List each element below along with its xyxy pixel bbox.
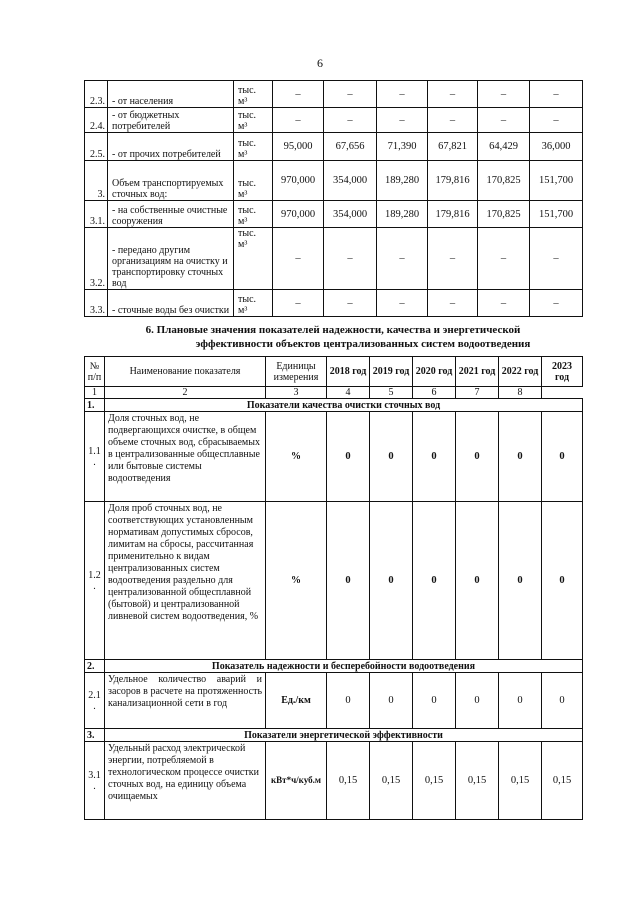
row-value: – (377, 290, 428, 317)
unit-line2: м³ (238, 121, 248, 132)
row-value: – (530, 108, 583, 133)
row-value: 354,000 (324, 201, 377, 228)
row-value: – (478, 290, 530, 317)
row-unit: % (266, 412, 327, 502)
row-value: 0 (456, 673, 499, 729)
row-unit: Ед./км (266, 673, 327, 729)
row-unit: % (266, 502, 327, 660)
table-row (85, 290, 583, 317)
row-value: 179,816 (428, 201, 478, 228)
row-value: 0 (542, 412, 583, 502)
table2-header-row (85, 357, 583, 387)
row-value: – (428, 81, 478, 108)
row-name: - от прочих потребителей (108, 133, 234, 161)
section-title: Показатели качества очистки сточных вод (105, 399, 583, 412)
row-value: – (324, 81, 377, 108)
row-value: – (273, 228, 324, 290)
row-num: 3.1. (85, 201, 108, 228)
row-value: – (428, 228, 478, 290)
row-unit (234, 108, 273, 133)
row-unit (234, 290, 273, 317)
unit-line1: тыс. (238, 178, 257, 189)
row-name: - на собственные очистные сооружения (108, 201, 234, 228)
row-value: 0 (370, 673, 413, 729)
section-6-title-line1: 6. Плановые значения показателей надежности, качества и энергетической (145, 324, 521, 336)
unit-line2: м³ (238, 189, 248, 200)
row-value: 0,15 (542, 742, 583, 820)
row-value: 970,000 (273, 201, 324, 228)
indicators-table (84, 356, 583, 820)
row-value: 151,700 (530, 161, 583, 201)
index-cell: 1 (85, 387, 105, 399)
row-value: 0 (370, 412, 413, 502)
row-value: – (530, 81, 583, 108)
unit-line1: тыс. (238, 138, 257, 149)
row-num: 1.1 . (85, 412, 105, 502)
unit-line2: м³ (238, 239, 248, 250)
row-unit (234, 133, 273, 161)
row-value: 0,15 (499, 742, 542, 820)
row-num: 3.2. (85, 228, 108, 290)
header-year: 2020 год (413, 357, 456, 387)
section-title: Показатели энергетической эффективности (105, 729, 583, 742)
table-row (85, 673, 583, 729)
row-value: 36,000 (530, 133, 583, 161)
header-year: 2018 год (327, 357, 370, 387)
row-value: 354,000 (324, 161, 377, 201)
table-row (85, 201, 583, 228)
row-value: 170,825 (478, 161, 530, 201)
table2-index-row (85, 387, 583, 399)
table-row (85, 133, 583, 161)
row-name: Доля сточных вод, не подвергающихся очистке, в общем объеме сточных вод, сбрасываемых в централизованные общесплавные или бытовые системы водоотведения (105, 412, 266, 502)
section-num: 1. (85, 399, 105, 412)
row-value: 64,429 (478, 133, 530, 161)
header-year: 2021 год (456, 357, 499, 387)
row-value: 0 (413, 502, 456, 660)
row-num: 2.1 . (85, 673, 105, 729)
unit-line1: тыс. (238, 228, 257, 239)
row-unit (234, 201, 273, 228)
row-value: – (324, 290, 377, 317)
row-value: – (377, 108, 428, 133)
row-name: - сточные воды без очистки (108, 290, 234, 317)
row-value: 0 (327, 502, 370, 660)
row-value: 170,825 (478, 201, 530, 228)
row-name: Удельное количество аварий и засоров в расчете на протяженность канализационной сети в год (105, 673, 266, 729)
row-unit (234, 161, 273, 201)
section-row (85, 660, 583, 673)
row-num: 2.4. (85, 108, 108, 133)
row-num: 2.5. (85, 133, 108, 161)
table-row (85, 108, 583, 133)
table-row (85, 412, 583, 502)
row-value: 0 (542, 502, 583, 660)
header-num: № п/п (85, 357, 105, 387)
row-unit: кВт*ч/куб.м (266, 742, 327, 820)
row-value: 67,656 (324, 133, 377, 161)
unit-line1: тыс. (238, 110, 257, 121)
row-num: 3.3. (85, 290, 108, 317)
row-num: 3. (85, 161, 108, 201)
index-cell: 5 (370, 387, 413, 399)
row-unit (234, 81, 273, 108)
row-value: 71,390 (377, 133, 428, 161)
section-num: 3. (85, 729, 105, 742)
row-value: 189,280 (377, 161, 428, 201)
table-row (85, 742, 583, 820)
row-value: – (530, 290, 583, 317)
row-value: 95,000 (273, 133, 324, 161)
row-value: 0 (413, 412, 456, 502)
section-row (85, 729, 583, 742)
row-value: 0 (413, 673, 456, 729)
row-value: – (273, 290, 324, 317)
row-value: 179,816 (428, 161, 478, 201)
unit-line2: м³ (238, 149, 248, 160)
row-num: 3.1 . (85, 742, 105, 820)
header-year: 2019 год (370, 357, 413, 387)
row-value: – (478, 108, 530, 133)
row-value: – (428, 290, 478, 317)
row-value: – (273, 81, 324, 108)
row-value: 189,280 (377, 201, 428, 228)
row-value: – (324, 228, 377, 290)
row-num: 2.3. (85, 81, 108, 108)
header-unit: Единицы измерения (266, 357, 327, 387)
row-value: – (530, 228, 583, 290)
row-value: 0,15 (456, 742, 499, 820)
row-name: - передано другим организациям на очистку и транспортировку сточных вод (108, 228, 234, 290)
table-row (85, 161, 583, 201)
unit-line2: м³ (238, 96, 248, 107)
row-value: 0 (370, 502, 413, 660)
row-value: 0 (456, 412, 499, 502)
index-cell: 3 (266, 387, 327, 399)
index-cell: 8 (499, 387, 542, 399)
index-cell: 2 (105, 387, 266, 399)
row-value: 151,700 (530, 201, 583, 228)
unit-line1: тыс. (238, 85, 257, 96)
section-title: Показатель надежности и бесперебойности водоотведения (105, 660, 583, 673)
row-name: - от населения (108, 81, 234, 108)
row-value: – (324, 108, 377, 133)
unit-line2: м³ (238, 305, 248, 316)
unit-line2: м³ (238, 216, 248, 227)
section-row (85, 399, 583, 412)
header-year: 2023 год (542, 357, 583, 387)
row-value: 0 (499, 502, 542, 660)
row-value: 0,15 (370, 742, 413, 820)
section-6-title (84, 323, 582, 351)
row-value: – (478, 228, 530, 290)
row-value: – (428, 108, 478, 133)
row-value: 0 (499, 673, 542, 729)
unit-line1: тыс. (238, 205, 257, 216)
index-cell: 6 (413, 387, 456, 399)
row-value: 0 (499, 412, 542, 502)
index-cell: 4 (327, 387, 370, 399)
row-value: 0 (456, 502, 499, 660)
page-number: 6 (317, 56, 323, 70)
index-cell: 7 (456, 387, 499, 399)
header-year: 2022 год (499, 357, 542, 387)
row-value: 970,000 (273, 161, 324, 201)
row-unit (234, 228, 273, 290)
row-value: 67,821 (428, 133, 478, 161)
row-value: – (478, 81, 530, 108)
row-value: 0,15 (413, 742, 456, 820)
row-value: 0 (542, 673, 583, 729)
row-name: Объем транспортируемых сточных вод: (108, 161, 234, 201)
section-6-title-line2: эффективности объектов централизованных систем водоотведения (195, 338, 531, 350)
unit-line1: тыс. (238, 294, 257, 305)
row-num: 1.2 . (85, 502, 105, 660)
table-row (85, 81, 583, 108)
row-value: 0,15 (327, 742, 370, 820)
section-num: 2. (85, 660, 105, 673)
table-row (85, 228, 583, 290)
row-value: – (273, 108, 324, 133)
row-name: Удельный расход электрической энергии, потребляемой в технологическом процессе очистки сточных вод, на единицу объема очищаемых (105, 742, 266, 820)
header-name: Наименование показателя (105, 357, 266, 387)
table-row (85, 502, 583, 660)
row-value: – (377, 228, 428, 290)
row-value: 0 (327, 673, 370, 729)
row-value: 0 (327, 412, 370, 502)
row-name: Доля проб сточных вод, не соответствующих установленным нормативам допустимых сбросов, лимитам на сбросы, рассчитанная применительно к видам централизованных систем водоотведения раздельно для централизованной общесплавной (бытовой) и централизованной ливневой систем водоотведения, % (105, 502, 266, 660)
row-value: – (377, 81, 428, 108)
row-name: - от бюджетных потребителей (108, 108, 234, 133)
wastewater-volume-table (84, 80, 583, 317)
